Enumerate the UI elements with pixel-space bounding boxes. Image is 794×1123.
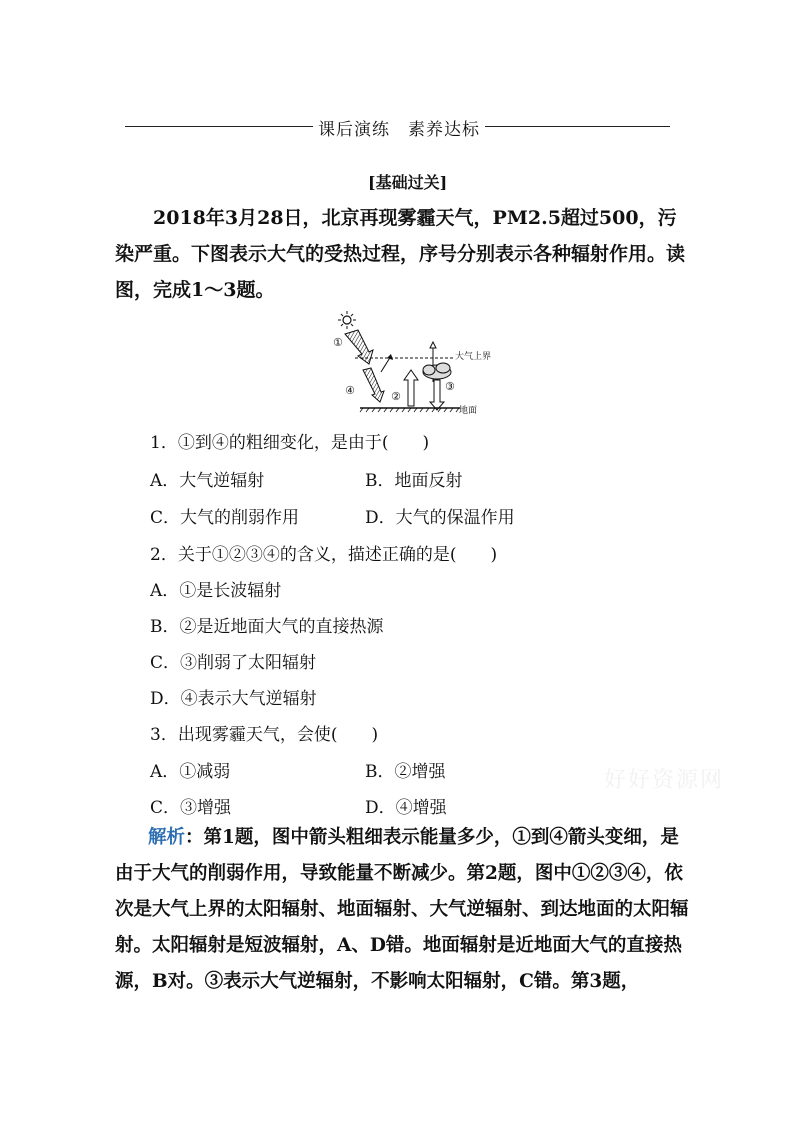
arrow-icon [345,330,373,364]
label-ground: 地面 [459,406,478,416]
question-2-option-a[interactable]: A．①是长波辐射 [150,581,282,601]
cloud-icon [423,363,451,379]
header-title: 课后演练 素养达标 [318,120,480,140]
label-top-of-atmosphere: 大气上界 [455,352,492,362]
intro-paragraph: 2018年3月28日，北京再现雾霾天气，PM2.5超过500，污染严重。下图表示大气的受热过程，序号分别表示各种辐射作用。读图，完成1～3题。 [115,207,686,301]
question-3-option-a[interactable]: A．①减弱 [150,762,231,782]
question-3-stem: 3．出现雾霾天气，会使( ) [150,725,379,745]
sun-icon [338,311,356,329]
watermark: 好好资源网 [604,768,725,793]
question-1-option-a[interactable]: A．大气逆辐射 [150,471,265,491]
atmosphere-heating-diagram [325,310,515,422]
question-2-option-c[interactable]: C．③削弱了太阳辐射 [150,653,317,673]
question-1-option-c[interactable]: C．大气的削弱作用 [150,508,300,528]
question-3-option-d[interactable]: D．④增强 [365,798,447,818]
question-2-option-b[interactable]: B．②是近地面大气的直接热源 [150,617,384,637]
header-rule-right [485,126,670,127]
question-1-option-d[interactable]: D．大气的保温作用 [365,508,515,528]
section-header [125,115,670,139]
question-3-option-c[interactable]: C．③增强 [150,798,232,818]
question-1-option-b[interactable]: B．地面反射 [365,471,463,491]
marker-3: ③ [445,380,455,393]
section-subtitle: [基础过关] [368,173,448,192]
header-rule-left [125,126,313,127]
question-3-option-b[interactable]: B．②增强 [365,762,446,782]
question-2-option-d[interactable]: D．④表示大气逆辐射 [150,689,317,709]
question-2-stem: 2．关于①②③④的含义，描述正确的是( ) [150,545,498,565]
analysis-paragraph [115,820,690,1000]
marker-1: ① [333,336,343,349]
marker-2: ② [391,390,401,403]
marker-4: ④ [345,384,355,397]
question-1-stem: 1．①到④的粗细变化，是由于( ) [150,433,430,453]
analysis-label: 解析 [148,827,186,848]
analysis-text: ：第1题，图中箭头粗细表示能量多少，①到④箭头变细，是由于大气的削弱作用，导致能量不断减少。第2题，图中①②③④，依次是大气上界的太阳辐射、地面辐射、大气逆辐射、到达地面的太阳辐射。太阳辐射是短波辐射，A、D错。地面辐射是近地面大气的直接热源，B对。③表示大气逆辐射，不影响太阳辐射，C错。第3题， [115,827,689,992]
